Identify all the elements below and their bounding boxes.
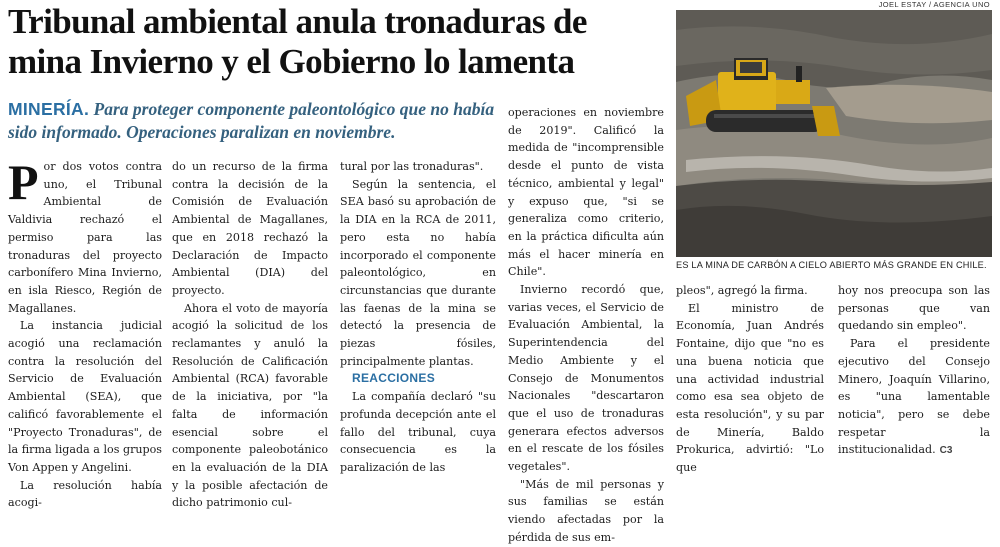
- paragraph: do un recurso de la firma contra la decisión de la Comisión de Evaluación Ambiental de Magallanes, que en 2018 rechazó la Declaración de Impacto Ambiental (DIA) del proyecto.: [172, 160, 328, 297]
- paragraph: "Más de mil personas y sus familias se están viendo afectadas por la pérdida de sus em-: [508, 477, 664, 544]
- mine-bulldozer-photo: [676, 10, 992, 257]
- article-column-2: [172, 158, 328, 510]
- paragraph: La resolución había acogi-: [8, 478, 162, 510]
- paragraph: Invierno recordó que, varias veces, el Servicio de Evaluación Ambiental, la Superintendencia del Medio Ambiente y el Consejo de Monumentos Nacionales "descartaron que el uso de tronaduras generara efectos adversos en el rescate de los fósiles vegetales".: [508, 283, 664, 474]
- paragraph: or dos votos contra uno, el Tribunal Ambiental de Valdivia rechazó el permiso para las tronaduras del proyecto carbonífero Mina Invierno, en isla Riesco, Región de Magallanes.: [8, 160, 162, 315]
- paragraph: Ahora el voto de mayoría acogió la solicitud de los reclamantes y anuló la Resolución de Calificación Ambiental (RCA) favorable de la iniciativa, por "la falta de información esencial sobre el componente paleobotánico en la evaluación de la DIA y la posible afectación de dicho patrimonio cul-: [172, 301, 328, 510]
- paragraph: pleos", agregó la firma.: [676, 284, 808, 297]
- article-column-4: [508, 104, 664, 544]
- paragraph: [838, 335, 990, 460]
- end-mark: C3: [939, 445, 953, 457]
- subhead-text: Para proteger componente paleontológico que no había sido informado. Operaciones paralizan en noviembre.: [8, 99, 495, 142]
- paragraph-text: Para el presidente ejecutivo del Consejo Minero, Joaquín Villarino, es "una lamentable noticia", pero se debe respetar la institucionalidad.: [838, 337, 990, 457]
- article-column-1: [8, 154, 162, 510]
- paragraph: La compañía declaró "su profunda decepción ante el fallo del tribunal, cuya consecuencia es la paralización de las: [340, 390, 496, 474]
- subheadline: [8, 98, 508, 144]
- section-kicker: MINERÍA.: [8, 99, 90, 119]
- drop-cap: P: [8, 154, 39, 210]
- paragraph: El ministro de Economía, Juan Andrés Fontaine, dijo que "no es una buena noticia que una actividad industrial como esa sea objeto de esta resolución", y su par de Minería, Baldo Prokurica, advirtió: "Lo que: [676, 301, 824, 475]
- article-column-3: [340, 158, 496, 474]
- section-heading: REACCIONES: [352, 371, 436, 386]
- photo-caption: ES LA MINA DE CARBÓN A CIELO ABIERTO MÁS GRANDE EN CHILE.: [676, 260, 987, 270]
- article-column-5: [676, 282, 824, 475]
- headline: Tribunal ambiental anula tronaduras de mina Invierno y el Gobierno lo lamenta: [8, 2, 587, 81]
- paragraph: Según la sentencia, el SEA basó su aprobación de la DIA en la RCA de 2011, pero esta no había incorporado el componente paleontológico, en circunstancias que durante las faenas de la mina se detectó la presencia de piezas fósiles, principalmente plantas.: [340, 177, 496, 368]
- paragraph: tural por las tronaduras".: [340, 160, 484, 173]
- paragraph: hoy nos preocupa son las personas que van quedando sin empleo".: [838, 284, 990, 333]
- article-column-6: [838, 282, 990, 457]
- photo-credit: JOEL ESTAY / AGENCIA UNO: [878, 0, 990, 9]
- paragraph: operaciones en noviembre de 2019". Calificó la medida de "incomprensible desde el punto de vista técnico, ambiental y legal" y expuso que, "si se generaliza como criterio, en la práctica dificulta aún más el hacer minería en Chile".: [508, 106, 664, 279]
- paragraph: La instancia judicial acogió una reclamación contra la resolución del Servicio de Evaluación Ambiental (SEA), que calificó favorablemente el "Proyecto Tronaduras", de la firma ligada a los grupos Von Appen y Angelini.: [8, 319, 162, 474]
